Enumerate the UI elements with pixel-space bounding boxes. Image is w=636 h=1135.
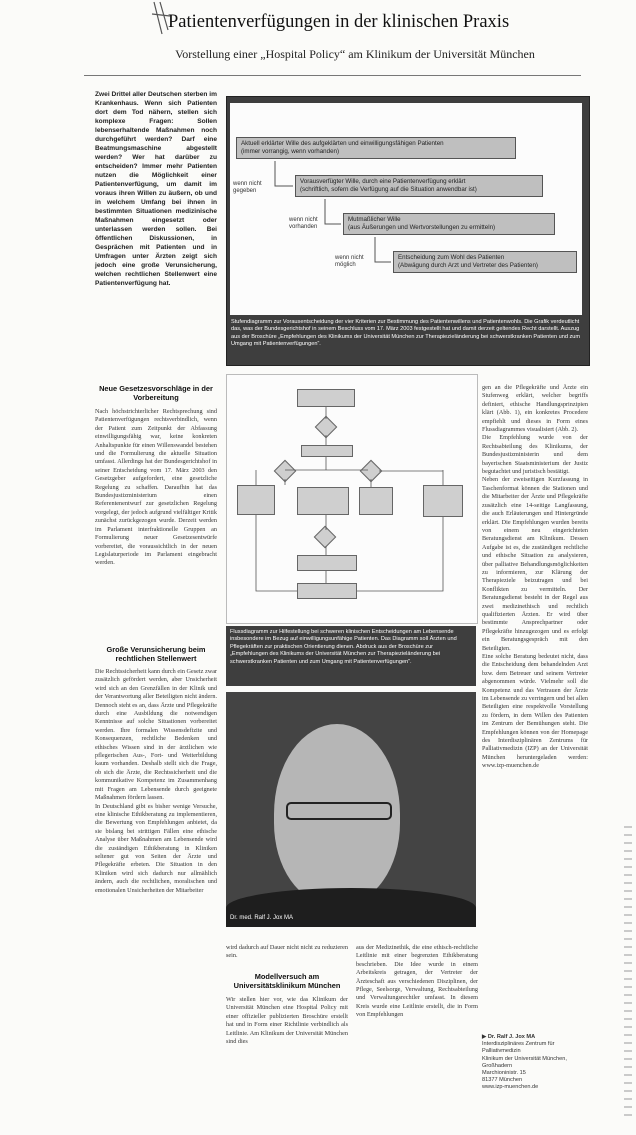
author-line: 81377 München	[482, 1077, 523, 1084]
author-line: Marchioninistr. 15	[482, 1070, 526, 1077]
lede-text: Zwei Drittel aller Deutschen sterben im Krankenhaus. Wenn sich Patienten dort dem Tod nähern, stellen sich komplexe Fragen: Sollen lebenserhaltende Maßnahmen noch durchgeführt werden? Darf eine Beatmungsmaschine abgestellt werden? Wer hat darüber zu entscheiden? Immer mehr Patienten nutzen die Möglichkeit einer Patientenverfügung, um damit im voraus ihren Willen zu äußern, ob und in welchem Umfang bei ihnen in bestimmten Situationen medizinische Maßnahmen eingesetzt oder unterlassen werden sollen. Bei öffentlichen Diskussionen, in Gesprächen mit Patienten und in Umfragen unter Ärzten zeigt sich jedoch eine große Verunsicherung, welchen rechtlichen Stellenwert eine Patientenverfügung hat.	[95, 91, 217, 287]
diagram-label-not-possible: wenn nicht möglich	[335, 255, 364, 268]
author-line: Interdisziplinäres Zentrum für Palliativmedizin	[482, 1041, 555, 1055]
author-photo	[226, 692, 476, 927]
photo-caption: Dr. med. Ralf J. Jox MA	[230, 915, 294, 921]
body-text: Die Rechtssicherheit kann durch ein Gesetz zwar zusätzlich gefördert werden, aber Unsicherheit wird sich an den Grenzfällen in der Klinik und der Verantwortung aller Beteiligten nicht ändern. Dennoch steht es an, dass Ärzte und Pflegekräfte durch eine Ausbildung die notwendigen Kenntnisse auf solche Situationen vorbereitet werden. Ihre formalen Wissensdefizite und Konsequenzen, rechtliche Bedenken und ethisches Wissen sind in der ärztlichen wie pflegerischen Aus-, Fort- und Weiterbildung kaum vorhanden. Deshalb stellt sich die Frage, ob sich die Ärzte, die Rechtssicherheit und die kommunikative Kompetenz im Zusammenhang mit Fragen am Lebensende durch geeignete Maßnahmen fördern lassen. In Deutschland gibt es bisher wenige Versuche, eine klinische Ethikberatung zu implementieren, die Bewertung von Empfehlungen anbietet, da sie bislang bei strittigen Fällen eine ethische Analyse über Maßnahmen am Lebensende wird die zuständigen Ethikberatung in Kliniken seltener gut von Seiten der Ärzte und Pflegekräfte erbeten. Die Situation in den Kliniken wird sich dadurch nur allmählich ändern, auch die rechtlichen, moralischen und emotionalen Unsicherheiten der Mitarbeiter	[95, 668, 217, 894]
box-line: Vorausverfügter Wille, durch eine Patientenverfügung erklärt	[300, 178, 466, 185]
flowchart-caption: Flussdiagramm zur Hilfestellung bei schweren klinischen Entscheidungen am Lebensende insbesondere im Bezug auf einwilligungsunfähige Patienten. Das Diagramm soll Ärzten und Pflegekräften zur praktischen Orientierung dienen. Abdruck aus der Broschüre zur „Empfehlungen des Klinikums der Universität München zur Therapiezieländerung bei schwerstkranken Patienten und zum Umgang mit Patientenverfügungen“.	[230, 629, 457, 665]
section-heading: Neue Gesetzesvorschläge in der Vorbereitung	[99, 384, 213, 402]
section-heading: Modellversuch am Universitätsklinikum München	[233, 972, 341, 990]
body-text: gen an die Pflegekräfte und Ärzte ein Stufenweg erklärt, welcher begriffs definiert, ethische Handlungsprinzipien klärt (Abb. 1), ein konkretes Procedere empfiehlt und dieses in Form eines Flussdiagrammes visualisiert (Abb. 2). Die Empfehlung wurde von der Rechtsabteilung des Klinikums, der Bundesjustizministerin und dem bayerischen Staatsministerium der Justiz begutachtet und juristisch bestätigt. Neben der zweiseitigen Kurzfassung in Taschenformat können die Stationen und die Mitarbeiter der Ärzte und Pflegekräfte zusätzlich eine 14-seitige Langfassung, die auch Erläuterungen und Hintergründe erklärt. Die Empfehlungen wurden bereits von einem neu eingerichteten Beratungsdienst am Klinikum. Dessen Aufgabe ist es, die zuständigen rechtliche und ethische Situation zu analysieren, über palliative Behandlungsmöglichkeiten zu informieren, zur Klärung der Therapieziele beizutragen und bei Konflikten zu vermitteln. Der Beratungsdienst besteht in der Regel aus zwei medizinethisch und rechtlich qualifizierten Ärzten. Er wird über bestimmte Ansprechpartner oder Pflegekräfte hinzugezogen und es erfolgt ein Beratungsgespräch mit den Beteiligten. Eine solche Beratung bedeutet nicht, dass die Entscheidung dem behandelnden Arzt bzw. dem Betreuer und seinem Vertreter abgenommen würde. Vielmehr soll die Kompetenz und das Vertrauen der Ärzte im Lebensende zu verringern und bei allen Beteiligten eine respektvolle Vorstellung zu fördern, in dem Willen des Patienten im Zentrum der Bemühungen steht. Die Empfehlungen können von der Homepage des Interdisziplinären Zentrums für Palliativmedizin (IZP) an der Universität München heruntergeladen werden: www.izp-muenchen.de	[482, 384, 588, 770]
author-line: Klinikum der Universität München, Großhadern	[482, 1055, 567, 1069]
diagram-connectors	[227, 97, 587, 317]
box-line: Entscheidung zum Wohl des Patienten	[398, 254, 505, 261]
header-rule	[84, 75, 581, 76]
body-text: aus der Medizinethik, die eine ethisch-rechtliche Leitlinie mit einer begrenzten Ethikberatung beschrieben. Die Idee wurde in einem Arbeitskreis getragen, der Vertreter der Ärzteschaft aus verschiedenen Disziplinen, der Pflege, Seelsorge, Verwaltung, Rechtsabteilung und Verwaltungsrechtler umfasst. In diesem Kreis wurde eine Leitlinie erstellt, die in Form von Empfehlungen	[356, 944, 478, 1019]
diagram-label-not-present: wenn nicht vorhanden	[289, 217, 318, 230]
body-text: Wir stellen hier vor, wie das Klinikum der Universität München eine Hospital Policy mit einer offizieller publizierten Broschüre erstellt hat und in Form einer Richtlinie verbindlich als Leitlinie. Am Klinikum der Universität München sind dies	[226, 996, 348, 1046]
diagram-label-not-given: wenn nicht gegeben	[233, 181, 262, 194]
box-line: (immer vorrangig, wenn vorhanden)	[241, 147, 340, 155]
flow-connectors	[227, 375, 477, 623]
box-line: (schriftlich, sofern die Verfügung auf die Situation anwendbar ist)	[300, 185, 477, 193]
scan-edge	[624, 820, 632, 1120]
author-label: ▶ Dr. Ralf J. Jox MA	[482, 1034, 536, 1040]
box-line: (aus Äußerungen und Wertvorstellungen zu ermitteln)	[348, 223, 496, 231]
diagram-panel	[226, 96, 590, 366]
box-line: (Abwägung durch Arzt und Vertreter des Patienten)	[398, 261, 538, 269]
diagram-caption: Stufendiagramm zur Vorausentscheidung der vier Kriterien zur Bestimmung des Patientenwillens und Patientenwohls. Die Grafik verdeutlicht das, was der Bundesgerichtshof in seinem Beschluss vom 17. März 2003 festgestellt hat und damit derzeit geltendes Recht darstellt. Auszug aus der Broschüre „Empfehlungen des Klinikums der Universität München zur Therapiezieländerung bei schwerstkranken Patienten und zum Umgang mit Patientenverfügungen“.	[231, 319, 581, 348]
body-text: Nach höchstrichterlicher Rechtsprechung sind Patientenverfügungen rechtsverbindlich, wenn der Patient zum Zeitpunkt der Abfassung einwilligungsfähig war, keine konkreten Anhaltspunkte für einen Willenswandel bestehen und die Formulierung die aktuelle Situation umfasst. Allerdings hat der Bundesgerichtshof in seiner Entscheidung vom 17. März 2003 den Gesetzgeber aufgefordert, eine gesetzliche Regelung zu schaffen. Daraufhin hat das Bundesjustizministerium einen Referentenentwurf zur gesetzlichen Regelung vorgelegt, der jedoch aufgrund vielfältiger Kritik zunächst zurückgezogen wurde. Derzeit werden im Parlament interfraktionelle Gruppen an Formulierung neuer Gesetzesentwürfe vorbereitet, die voraussichtlich in der neuen Legislaturperiode im Parlament eingebracht werden.	[95, 408, 217, 567]
box-line: Aktuell erklärter Wille des aufgeklärten und einwilligungsfähigen Patienten	[241, 140, 444, 147]
section-heading: Große Verunsicherung beim rechtlichen Stellenwert	[106, 645, 206, 663]
author-link[interactable]: www.izp-muenchen.de	[482, 1084, 539, 1091]
photo-glasses	[286, 802, 392, 820]
author-box	[482, 1034, 590, 1106]
flowchart-caption-panel	[226, 626, 476, 686]
flowchart-figure	[226, 374, 478, 624]
box-line: Mutmaßlicher Wille	[348, 216, 401, 223]
body-text: wird dadurch auf Dauer nicht nicht zu reduzieren sein.	[226, 944, 348, 960]
page-title: Patientenverfügungen in der klinischen Praxis	[168, 12, 510, 32]
page-subtitle: Vorstellung einer „Hospital Policy“ am Klinikum der Universität München	[175, 47, 535, 61]
